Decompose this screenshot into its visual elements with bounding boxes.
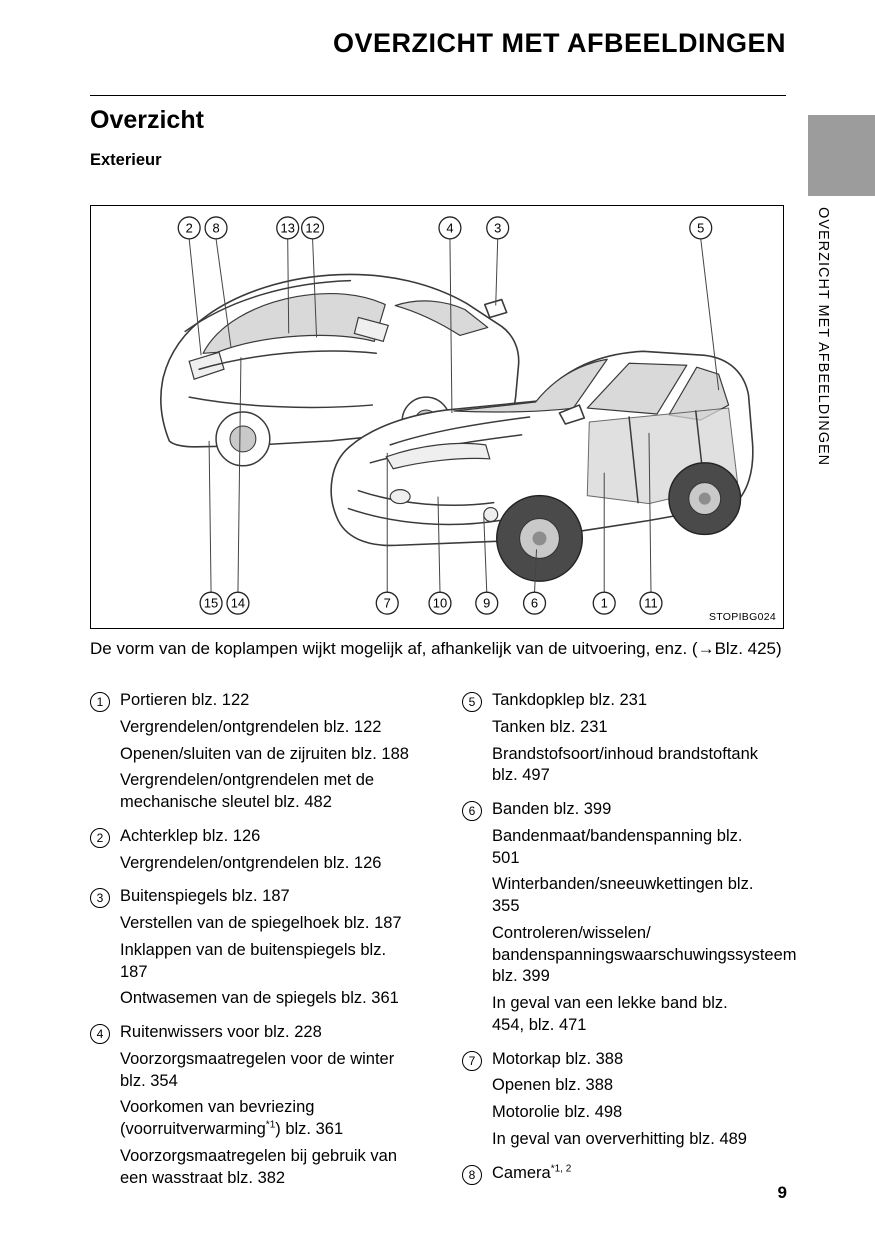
legend-item-title: Motorkap blz. 388 (492, 1049, 624, 1068)
legend-item-number: 3 (90, 888, 110, 908)
callout-number: 2 (185, 220, 193, 236)
legend-item-title: Buitenspiegels blz. 187 (120, 887, 290, 906)
legend-subentry: Voorzorgsmaatregelen voor de winter blz. 354 (120, 1049, 395, 1090)
legend-subentry: Voorkomen van bevriezing (voorruitverwarming$^{*1}$) blz. 361 (120, 1098, 344, 1139)
legend-item (462, 1163, 790, 1185)
callout-number: 8 (212, 220, 220, 236)
legend-subentry: Openen blz. 388 (492, 1076, 614, 1095)
footnote-marker: *1 (265, 1119, 276, 1131)
legend-item-title: Achterklep blz. 126 (120, 826, 261, 845)
legend-item-number: 5 (462, 692, 482, 712)
callout-number: 14 (230, 595, 246, 611)
legend-item-number: 6 (462, 801, 482, 821)
legend-item (90, 886, 462, 1010)
legend-item-title: Tankdopklep blz. 231 (492, 691, 648, 709)
legend-subentry: Motorolie blz. 498 (492, 1103, 623, 1122)
callout-number: 5 (697, 220, 705, 236)
legend-column-left (90, 682, 462, 1190)
callout-number: 7 (383, 595, 391, 611)
figure-code: STOPIBG024 (708, 611, 776, 623)
callout-number: 9 (483, 595, 491, 611)
callout-number: 12 (305, 220, 320, 236)
legend-subentry: Verstellen van de spiegelhoek blz. 187 (120, 914, 402, 933)
legend-item (90, 690, 462, 814)
legend-column-right (462, 682, 797, 1190)
subsection-title: Exterieur (90, 151, 162, 169)
callout-number: 15 (203, 595, 219, 611)
legend-subentry: Winterbanden/​sneeuwkettingen blz. 355 (492, 875, 754, 916)
legend-item-title: Camera$^{*1, 2}$ (492, 1163, 572, 1182)
footnote-marker: *1, 2 (550, 1163, 572, 1175)
legend-subentry: Brandstofsoort/​inhoud brandstoftank blz. 497 (492, 744, 759, 785)
legend-item-number: 4 (90, 1024, 110, 1044)
legend-item-title: Portieren blz. 122 (120, 691, 250, 709)
callout-leader-line (496, 239, 498, 306)
callout-number: 6 (530, 595, 539, 611)
callout-number: 3 (494, 220, 502, 236)
legend-subentry: Vergrendelen/​ontgrendelen blz. 126 (120, 853, 382, 872)
legend-columns (90, 682, 797, 1190)
legend-subentry: Openen/​sluiten van de zijruiten blz. 188 (120, 744, 409, 763)
page-header-title: OVERZICHT MET AFBEELDINGEN (332, 28, 786, 58)
legend-item (462, 690, 790, 787)
legend-item-number: 1 (90, 692, 110, 712)
legend-item (462, 1049, 790, 1151)
callout-leader-line (209, 441, 211, 592)
legend-subentry: Voorzorgsmaatregelen bij gebruik van een wasstraat blz. 382 (120, 1147, 397, 1187)
legend-item-number: 8 (462, 1165, 482, 1185)
legend-subentry: Inklappen van de buitenspiegels blz. 187 (120, 940, 387, 981)
legend-subentry: In geval van oververhitting blz. 489 (492, 1130, 747, 1149)
callout-number: 4 (446, 220, 454, 236)
legend-subentry: In geval van een lekke band blz. 454, blz. 471 (492, 994, 728, 1034)
legend-item-number: 7 (462, 1051, 482, 1071)
legend-item (90, 1022, 462, 1189)
legend-item-number: 2 (90, 828, 110, 848)
legend-subentry: Bandenmaat/​bandenspanning blz. 501 (492, 826, 743, 867)
headlamp-variation-note: De vorm van de koplampen wijkt mogelijk af, afhankelijk van de uitvoering, enz. (→Blz. 425) (90, 639, 782, 658)
legend-item-title: Banden blz. 399 (492, 800, 612, 819)
legend-subentry: Ontwasemen van de spiegels blz. 361 (120, 989, 399, 1008)
header-rule (90, 95, 786, 96)
callout-number: 11 (644, 595, 658, 611)
section-title: Overzicht (90, 106, 204, 134)
callout-number: 10 (432, 595, 448, 611)
legend-subentry: Controleren/​wisselen/​bandenspanningswaarschuwingssysteem blz. 399 (492, 923, 797, 986)
legend-subentry: Vergrendelen/​ontgrendelen met de mechanische sleutel blz. 482 (120, 771, 375, 812)
page-number: 9 (777, 1183, 787, 1202)
legend-subentry: Tanken blz. 231 (492, 717, 608, 736)
sidebar-vertical-title: OVERZICHT MET AFBEELDINGEN (815, 207, 831, 467)
exterior-figure (90, 205, 784, 629)
legend-item (90, 826, 462, 875)
chapter-tab-marker (808, 115, 875, 196)
legend-item-title: Ruitenwissers voor blz. 228 (120, 1023, 322, 1042)
legend-subentry: Vergrendelen/​ontgrendelen blz. 122 (120, 717, 382, 736)
callout-number: 1 (600, 595, 608, 611)
exterior-diagram (91, 206, 783, 628)
legend-item (462, 799, 797, 1037)
callout-number: 13 (280, 220, 295, 236)
